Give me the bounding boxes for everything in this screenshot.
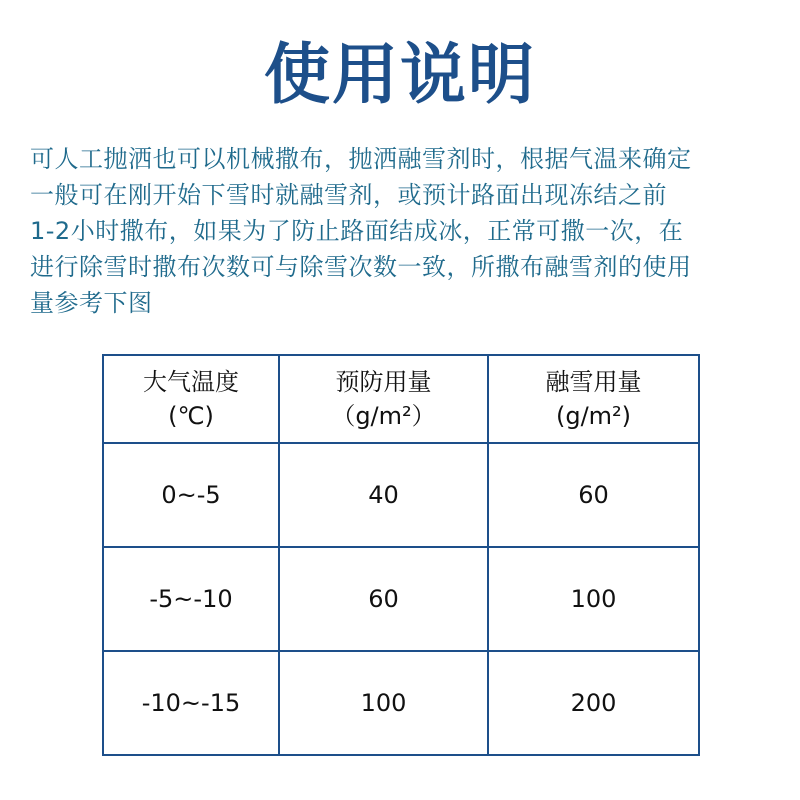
cell-prevention: 40 — [279, 443, 488, 547]
instruction-line: 一般可在刚开始下雪时就融雪剂，或预计路面出现冻结之前 — [30, 181, 667, 209]
instruction-line: 进行除雪时撒布次数可与除雪次数一致，所撒布融雪剂的使用 — [30, 253, 692, 281]
table-row — [103, 443, 699, 547]
dosage-table-container — [102, 354, 698, 750]
header-temperature — [103, 355, 279, 443]
header-melting-unit: (g/m²) — [555, 402, 632, 430]
header-temperature-unit: (℃) — [168, 402, 214, 430]
header-prevention-unit: （g/m²） — [331, 402, 436, 430]
cell-temperature: 0~-5 — [103, 443, 279, 547]
usage-instructions — [30, 141, 790, 321]
page-title: 使用说明 — [264, 36, 536, 113]
header-melting-label: 融雪用量 — [545, 368, 642, 396]
cell-melting: 60 — [488, 443, 699, 547]
cell-melting: 100 — [488, 547, 699, 651]
instruction-line: 量参考下图 — [30, 289, 153, 317]
cell-temperature: -10~-15 — [103, 651, 279, 755]
cell-temperature: -5~-10 — [103, 547, 279, 651]
table-row — [103, 651, 699, 755]
header-prevention-dosage — [279, 355, 488, 443]
header-melting-dosage — [488, 355, 699, 443]
instruction-line: 1-2小时撒布，如果为了防止路面结成冰，正常可撒一次，在 — [30, 217, 684, 245]
header-temperature-label: 大气温度 — [143, 368, 239, 396]
cell-melting: 200 — [488, 651, 699, 755]
table-row — [103, 547, 699, 651]
header-prevention-label: 预防用量 — [335, 368, 432, 396]
instruction-line: 可人工抛洒也可以机械撒布，抛洒融雪剂时，根据气温来确定 — [30, 145, 692, 173]
dosage-table — [102, 354, 700, 756]
cell-prevention: 100 — [279, 651, 488, 755]
cell-prevention: 60 — [279, 547, 488, 651]
table-header-row — [103, 355, 699, 443]
